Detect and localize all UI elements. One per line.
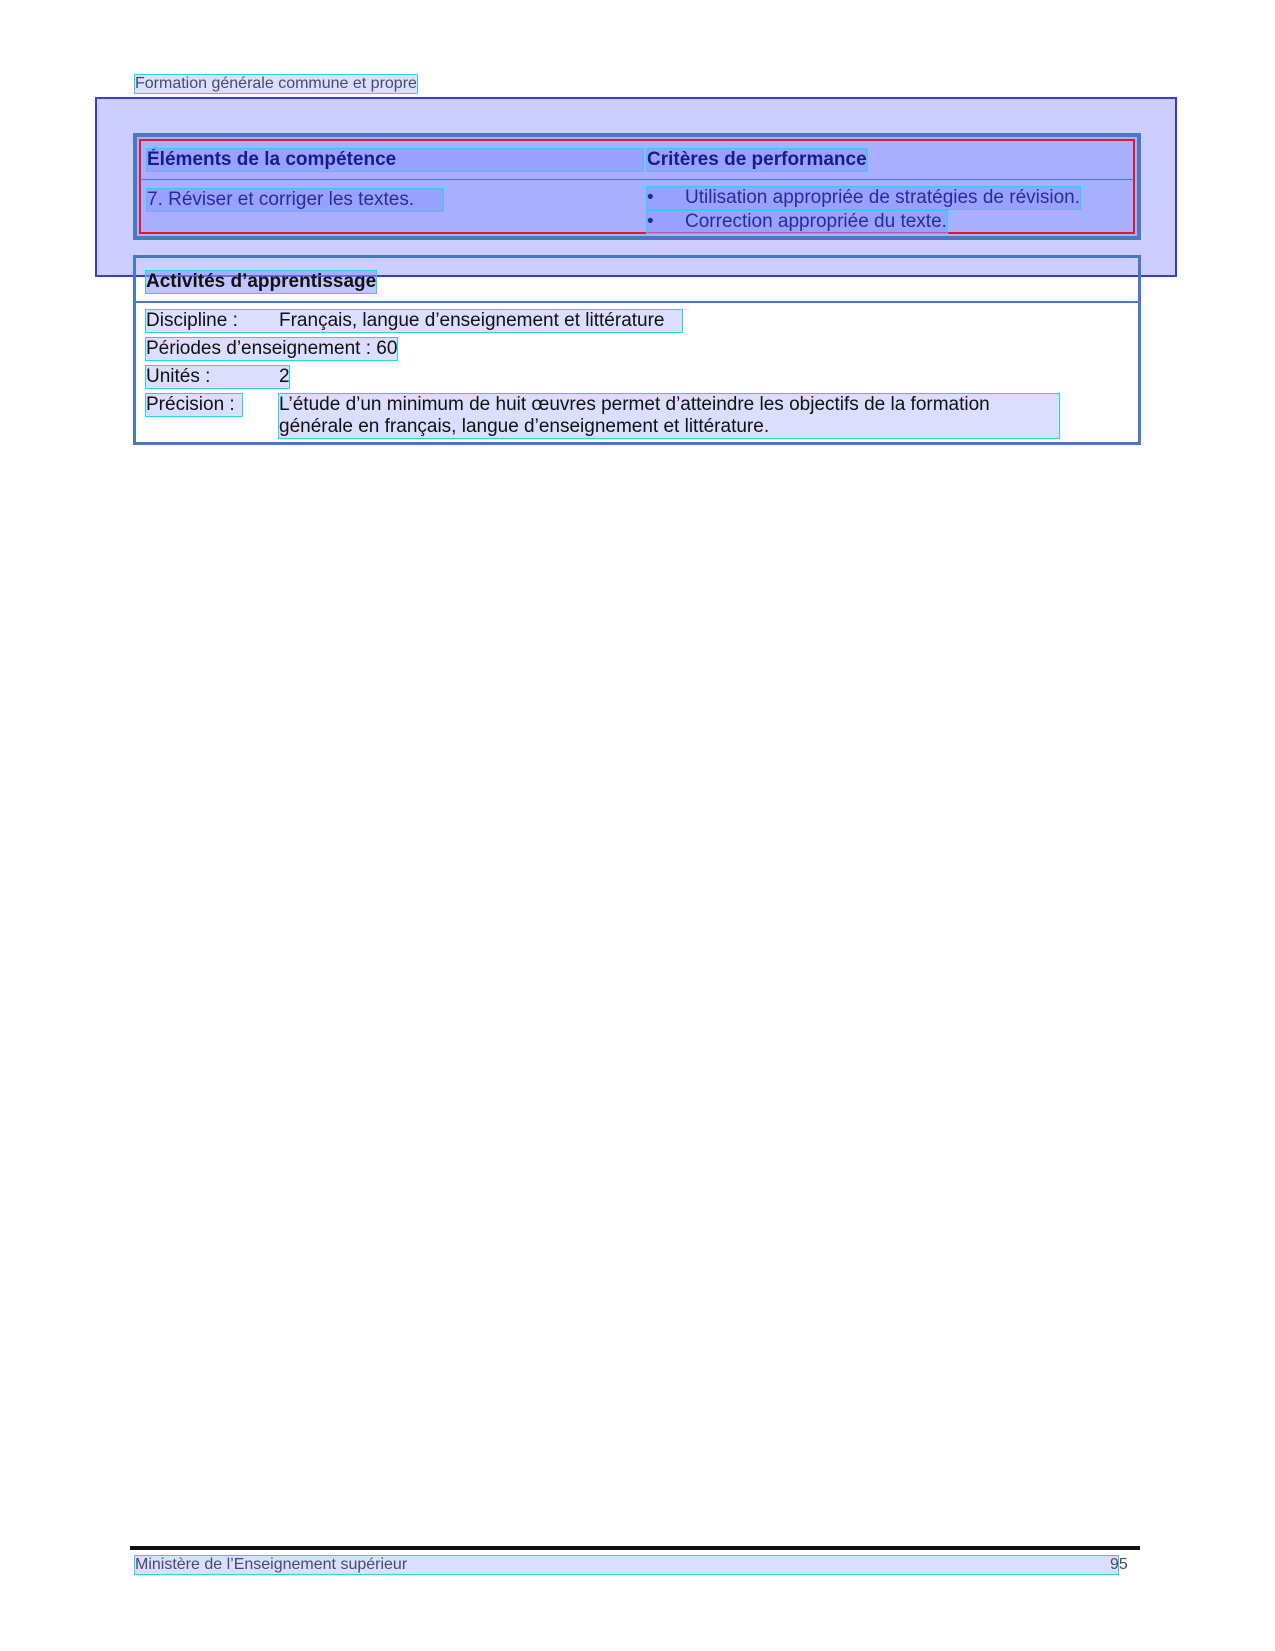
footer-ministry: Ministère de l’Enseignement supérieur — [135, 1556, 1118, 1574]
page-header-title: Formation générale commune et propre — [135, 75, 417, 92]
activities-title: Activités d’apprentissage — [146, 271, 377, 292]
bullet-icon: • — [647, 211, 654, 232]
periodes-row: Périodes d’enseignement : 60 — [146, 338, 398, 359]
table-divider — [140, 179, 1134, 180]
precision-label: Précision : — [146, 394, 242, 416]
bullet-icon: • — [647, 187, 654, 208]
unites-row — [146, 366, 289, 388]
activities-table — [133, 255, 1141, 445]
critere-text: Correction appropriée du texte. — [685, 211, 947, 232]
unites-value: 2 — [279, 366, 290, 387]
competence-element: 7. Réviser et corriger les textes. — [147, 189, 443, 211]
unites-label: Unités : — [146, 366, 211, 387]
critere-item — [647, 211, 947, 233]
critere-text: Utilisation appropriée de stratégies de révision. — [685, 187, 1080, 208]
critere-item — [647, 187, 1080, 209]
discipline-value: Français, langue d’enseignement et littérature — [279, 310, 665, 331]
competence-table — [133, 133, 1141, 240]
discipline-label: Discipline : — [146, 310, 238, 331]
table-divider — [136, 301, 1138, 303]
page-number: 95 — [1110, 1556, 1128, 1573]
footer-rule — [130, 1546, 1140, 1550]
column-header-criteres: Critères de performance — [647, 149, 867, 170]
precision-value: L’étude d’un minimum de huit œuvres permet d’atteindre les objectifs de la formation générale en français, langue d’enseignement et littérature. — [279, 394, 1059, 438]
column-header-elements: Éléments de la compétence — [147, 149, 643, 171]
